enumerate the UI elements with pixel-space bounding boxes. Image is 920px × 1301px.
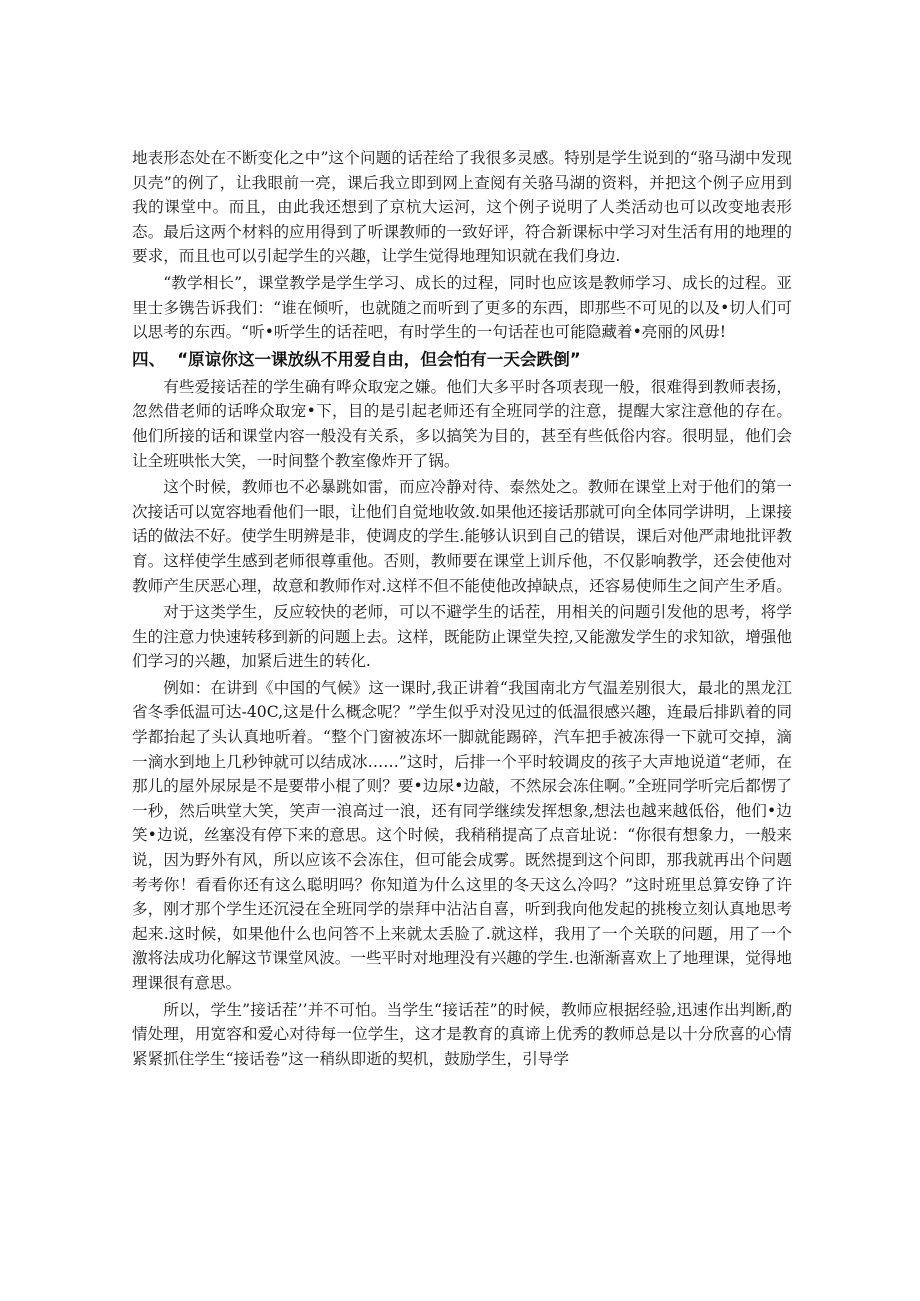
paragraph-body-1: 有些爱接话茬的学生确有哗众取宠之嫌。他们大多平时各项表现一般，很难得到教师表扬，忽然借老师的话哗众取宠•下，目的是引起老师还有全班同学的注意，提醒大家注意他的存在。他们所接的话和课堂内容一般没有关系，多以搞笑为目的，甚至有些低俗内容。很明显，他们会让全班哄怅大笑，一时间整个教室像炸开了锅。 <box>132 377 792 470</box>
article-body <box>132 146 792 1071</box>
paragraph-intro-1: 地表形态处在不断变化之中”这个问题的话茬给了我很多灵感。特别是学生说到的“骆马湖中发现贝壳”的例了，让我眼前一亮，课后我立即到网上查阅有关骆马湖的资料，并把这个例子应用到我的课堂中。而且，由此我还想到了京杭大运河，这个例子说明了人类活动也可以改变地表形态。最后这两个材料的应用得到了听课教师的一致好评，符合新课标中学习对生活有用的地理的要求，而且也可以引起学生的兴趣，让学生觉得地理知识就在我们身边. <box>132 149 792 266</box>
section-heading <box>132 347 792 373</box>
section-number: 四、 <box>132 349 166 369</box>
paragraph-body-2: 这个时候，教师也不必暴跳如雷，而应冷静对待、泰然处之。教师在课堂上对于他们的第一次接话可以宽容地看他们一眼，让他们自觉地收敛.如果他还接话那就可向全体同学讲明，上课接话的做法不好。使学生明辨是非，使调皮的学生.能够认识到自己的错误，课后对他严肃地批评教育。这样使学生感到老师很尊重他。否则，教师要在课堂上训斥他，不仅影响教学，还会使他对教师产生厌恶心理，故意和教师作对.这样不但不能使他改掉缺点，还容易使师生之间产生矛盾。 <box>132 478 792 595</box>
paragraph-body-5: 所以，学生”接话茬’’并不可怕。当学生“接话茬”的时候，教师应根据经验,迅速作出判断,酌情处理，用宽容和爱心对待每一位学生，这才是教育的真谛上优秀的教师总是以十分欣喜的心情紧紧抓住学生“接话卷”这一稍纵即逝的契机，鼓励学生，引导学 <box>132 1000 792 1068</box>
paragraph-body-4: 例如：在讲到《中国的气候》这一课时,我正讲着“我国南北方气温差别很大，最北的黑龙江省冬季低温可达-40C,这是什么概念呢？”学生似乎对没见过的低温很感兴趣，连最后排趴着的同学都抬起了头认真地听着。“整个门窗被冻坏一脚就能踢碎，汽车把手被冻得一下就可交掉，滴一滴水到地上几秒钟就可以结成冰……”这时，后排一个平时较调皮的孩子大声地说道“老师，在那儿的屋外尿尿是不是要带小棍了则？要•边尿•边敲，不然尿会冻住啊。”全班同学听完后都愣了一秒，然后哄堂大笑，笑声一浪高过一浪，还有同学继续发挥想象,想法也越来越低俗，他们•边笑•边说，丝塞没有停下来的意思。这个时候，我稍稍提高了点音址说：“你很有想象力，一般来说，因为野外有风，所以应该不会冻住，但可能会成雾。既然提到这个问即，那我就再出个问题考考你！看看你还有这么聪明吗？你知道为什么这里的冬天这么冷吗？”这时班里总算安铮了许多，刚才那个学生还沉浸在全班同学的崇拜中沾沾自喜，听到我向他发起的挑梭立刻认真地思考起来.这时候，如果他什么也问答不上来就太丢脸了.就这样，我用了一个关联的问题，用了一个激将法成功化解这节课堂风波。一些平时对地理没有兴趣的学生.也渐渐喜欢上了地理课，觉得地理课很有意思。 <box>132 678 792 992</box>
section-title: “原谅你这一课放纵不用爱自由，但会怕有一天会跌倒” <box>177 349 581 369</box>
paragraph-intro-2: “教学相长”，课堂教学是学生学习、成长的过程，同时也应该是教师学习、成长的过程。亚里士多镌告诉我们：“谁在倾听，也就随之而听到了更多的东西，即那些不可见的以及•切人们可以思考的东西。“听•听学生的话茬吧，有时学生的一句话茬也可能隐藏着•亮丽的风毋! <box>132 273 792 342</box>
paragraph-body-3: 对于这类学生，反应较快的老师，可以不避学生的话茬，用相关的问题引发他的思考，将学生的注意力快速转移到新的问题上去。这样，既能防止课堂失控,又能激发学生的求知欲，增强他们学习的兴趣，加紧后进生的转化. <box>132 603 792 671</box>
